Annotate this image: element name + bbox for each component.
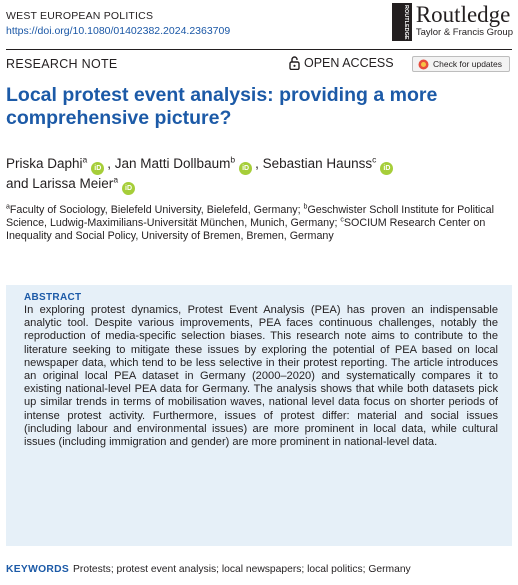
keywords-heading: KEYWORDS bbox=[6, 564, 70, 575]
publisher-logo[interactable] bbox=[392, 3, 513, 43]
affiliation-text: SOCIUM Research Center on Inequality and Social Policy, University of Bremen, Bremen, Germany bbox=[6, 217, 486, 242]
orcid-icon[interactable]: iD bbox=[380, 162, 393, 175]
check-updates-label: Check for updates bbox=[433, 59, 502, 69]
author-affiliation-mark: a bbox=[113, 174, 119, 185]
author-name: Larissa Meier bbox=[32, 176, 114, 191]
affiliation-text: Geschwister Scholl Institute for Political Science, Ludwig-Maximilians-Universität München, Munich, Germany; bbox=[6, 204, 494, 229]
orcid-icon[interactable]: iD bbox=[122, 182, 135, 195]
author-name: Priska Daphi bbox=[6, 156, 83, 171]
author-affiliation-mark: b bbox=[230, 154, 236, 165]
article-type: RESEARCH NOTE bbox=[6, 57, 118, 71]
author-separator: , bbox=[107, 156, 115, 171]
author-name: Sebastian Haunss bbox=[262, 156, 373, 171]
abstract-box bbox=[6, 285, 512, 546]
open-access-label: OPEN ACCESS bbox=[304, 56, 394, 70]
affiliation-mark: b bbox=[303, 203, 308, 211]
author-name: Jan Matti Dollbaum bbox=[114, 156, 231, 171]
affiliation-text: Faculty of Sociology, Bielefeld University, Bielefeld, Germany; bbox=[9, 204, 304, 216]
author-separator: and bbox=[6, 176, 33, 191]
open-access-badge[interactable] bbox=[289, 56, 394, 70]
affiliation-mark: a bbox=[6, 203, 10, 211]
abstract-heading: ABSTRACT bbox=[24, 292, 82, 303]
orcid-icon[interactable]: iD bbox=[239, 162, 252, 175]
author-affiliation-mark: c bbox=[372, 154, 377, 165]
orcid-icon[interactable]: iD bbox=[91, 162, 104, 175]
journal-name: WEST EUROPEAN POLITICS bbox=[6, 10, 154, 22]
open-lock-icon bbox=[289, 56, 300, 70]
author-list bbox=[6, 155, 506, 195]
keywords bbox=[6, 564, 512, 575]
author-separator: , bbox=[255, 156, 263, 171]
abstract-text: In exploring protest dynamics, Protest Event Analysis (PEA) has proven an indispensable analytic tool. Despite various improvements, PEA faces continuous challenges, notably the reproduction of media-specific selection biases. This research note aims to contribute to the literature seeking to mitigate these issues by exploring the potential of PEA based on local newspaper data, which tend to be less selective in their protest reporting. The article introduces an original local PEA dataset in Germany (2000–2020) and systematically compares it to existing national-level PEA data for Germany. The analysis shows that while both datasets pick up similar trends in terms of mobilisation waves, national level data focus on shorter periods of intense protest activity. Furthermore, issues of protest differ: material and social issues (including labour and environmental issues) are more prominent in local data, while cultural issues (including immigration and gender) are more prominent in national-level data. bbox=[24, 304, 498, 449]
affiliation-mark: c bbox=[340, 216, 344, 224]
publisher-subtitle: Taylor & Francis Group bbox=[415, 27, 513, 38]
check-for-updates-button[interactable] bbox=[412, 56, 510, 72]
check-updates-icon bbox=[418, 59, 429, 70]
publisher-name: Routledge bbox=[415, 2, 511, 27]
affiliations bbox=[6, 204, 512, 243]
header-divider bbox=[6, 49, 512, 50]
article-title: Local protest event analysis: providing a more comprehensive picture? bbox=[6, 84, 438, 129]
doi-link[interactable]: https://doi.org/10.1080/01402382.2024.2363709 bbox=[6, 25, 231, 37]
routledge-logo-icon bbox=[392, 3, 412, 41]
publisher-vertical-text: ROUTLEDGE bbox=[402, 5, 409, 40]
keywords-list: Protests; protest event analysis; local newspapers; local politics; Germany bbox=[73, 564, 411, 575]
author-affiliation-mark: a bbox=[82, 154, 88, 165]
